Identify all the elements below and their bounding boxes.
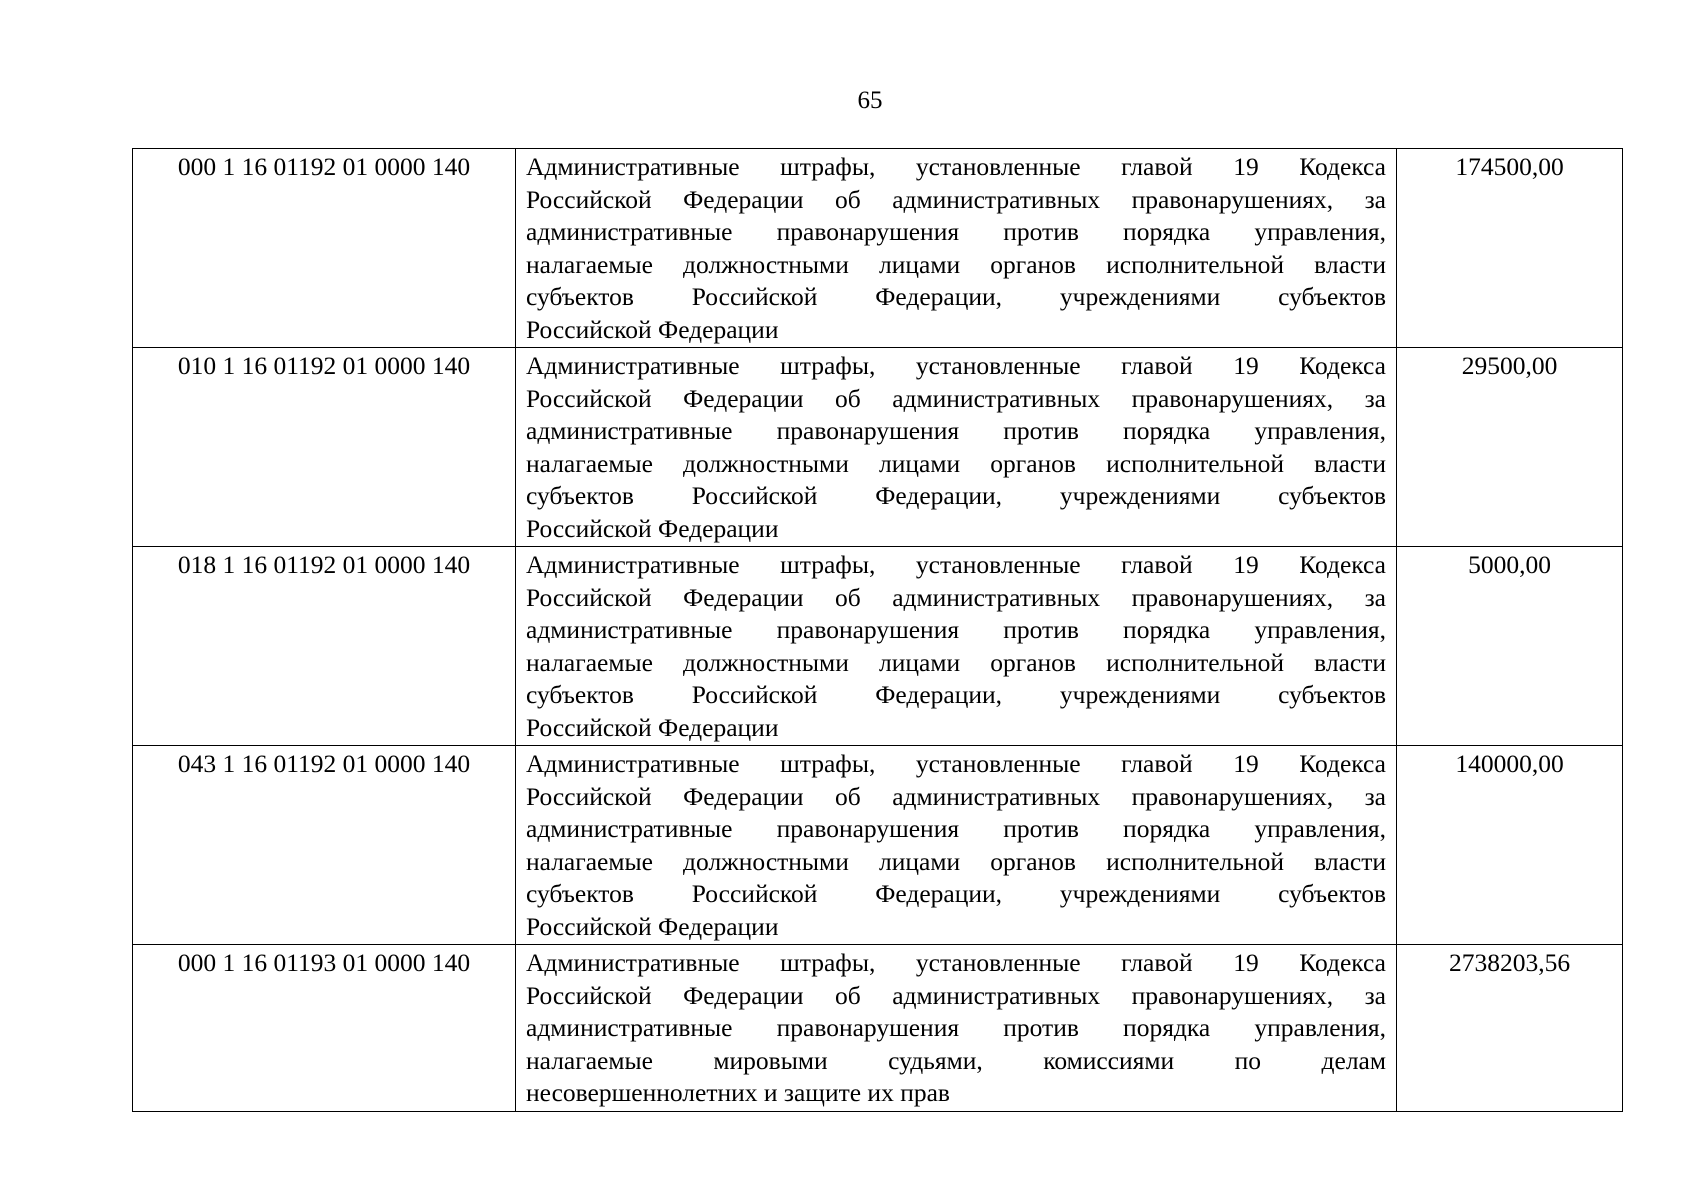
description-line: Российской Федерации [526, 712, 779, 742]
description-line: административные правонарушения против порядка управления, [526, 615, 1386, 644]
table-row [133, 945, 1623, 1112]
description-line: административные правонарушения против порядка управления, [526, 1013, 1386, 1042]
revenue-description [516, 149, 1397, 348]
table-row [133, 149, 1623, 348]
revenue-description [516, 746, 1397, 945]
revenue-description [516, 547, 1397, 746]
description-line: налагаемые должностными лицами органов исполнительной власти [526, 249, 1386, 279]
budget-classification-code: 018 1 16 01192 01 0000 140 [133, 547, 516, 746]
description-line: Административные штрафы, установленные главой 19 Кодекса [526, 152, 1386, 181]
description-line: Российской Федерации [526, 911, 779, 941]
description-line: Административные штрафы, установленные главой 19 Кодекса [526, 550, 1386, 579]
revenue-description [516, 945, 1397, 1112]
description-line: налагаемые должностными лицами органов исполнительной власти [526, 846, 1386, 876]
description-line: несовершеннолетних и защите их прав [526, 1078, 950, 1107]
table-row [133, 348, 1623, 547]
description-line: налагаемые мировыми судьями, комиссиями по делам [526, 1045, 1386, 1075]
description-line: субъектов Российской Федерации, учреждениями субъектов [526, 481, 1386, 510]
budget-classification-code: 000 1 16 01192 01 0000 140 [133, 149, 516, 348]
budget-classification-code: 010 1 16 01192 01 0000 140 [133, 348, 516, 547]
description-line: Административные штрафы, установленные главой 19 Кодекса [526, 749, 1386, 778]
description-line: административные правонарушения против порядка управления, [526, 416, 1386, 445]
budget-classification-code: 043 1 16 01192 01 0000 140 [133, 746, 516, 945]
budget-revenue-table [132, 148, 1623, 1112]
description-line: Российской Федерации об административных правонарушениях, за [526, 781, 1386, 811]
revenue-description [516, 348, 1397, 547]
budget-classification-code: 000 1 16 01193 01 0000 140 [133, 945, 516, 1112]
description-line: Российской Федерации об административных правонарушениях, за [526, 582, 1386, 612]
description-line: налагаемые должностными лицами органов исполнительной власти [526, 647, 1386, 677]
description-line: субъектов Российской Федерации, учреждениями субъектов [526, 879, 1386, 908]
description-line: субъектов Российской Федерации, учреждениями субъектов [526, 680, 1386, 709]
table-row [133, 547, 1623, 746]
page-number: 65 [857, 87, 883, 114]
amount: 29500,00 [1397, 348, 1623, 547]
amount: 174500,00 [1397, 149, 1623, 348]
description-line: Российской Федерации [526, 513, 779, 543]
description-line: Российской Федерации об административных правонарушениях, за [526, 184, 1386, 214]
description-line: Административные штрафы, установленные главой 19 Кодекса [526, 948, 1386, 977]
description-line: субъектов Российской Федерации, учреждениями субъектов [526, 282, 1386, 311]
description-line: Российской Федерации об административных правонарушениях, за [526, 383, 1386, 413]
description-line: административные правонарушения против порядка управления, [526, 217, 1386, 246]
description-line: Российской Федерации об административных правонарушениях, за [526, 980, 1386, 1010]
amount: 5000,00 [1397, 547, 1623, 746]
amount: 2738203,56 [1397, 945, 1623, 1112]
description-line: Российской Федерации [526, 314, 779, 344]
amount: 140000,00 [1397, 746, 1623, 945]
table-row [133, 746, 1623, 945]
description-line: административные правонарушения против порядка управления, [526, 814, 1386, 843]
description-line: Административные штрафы, установленные главой 19 Кодекса [526, 351, 1386, 380]
description-line: налагаемые должностными лицами органов исполнительной власти [526, 448, 1386, 478]
